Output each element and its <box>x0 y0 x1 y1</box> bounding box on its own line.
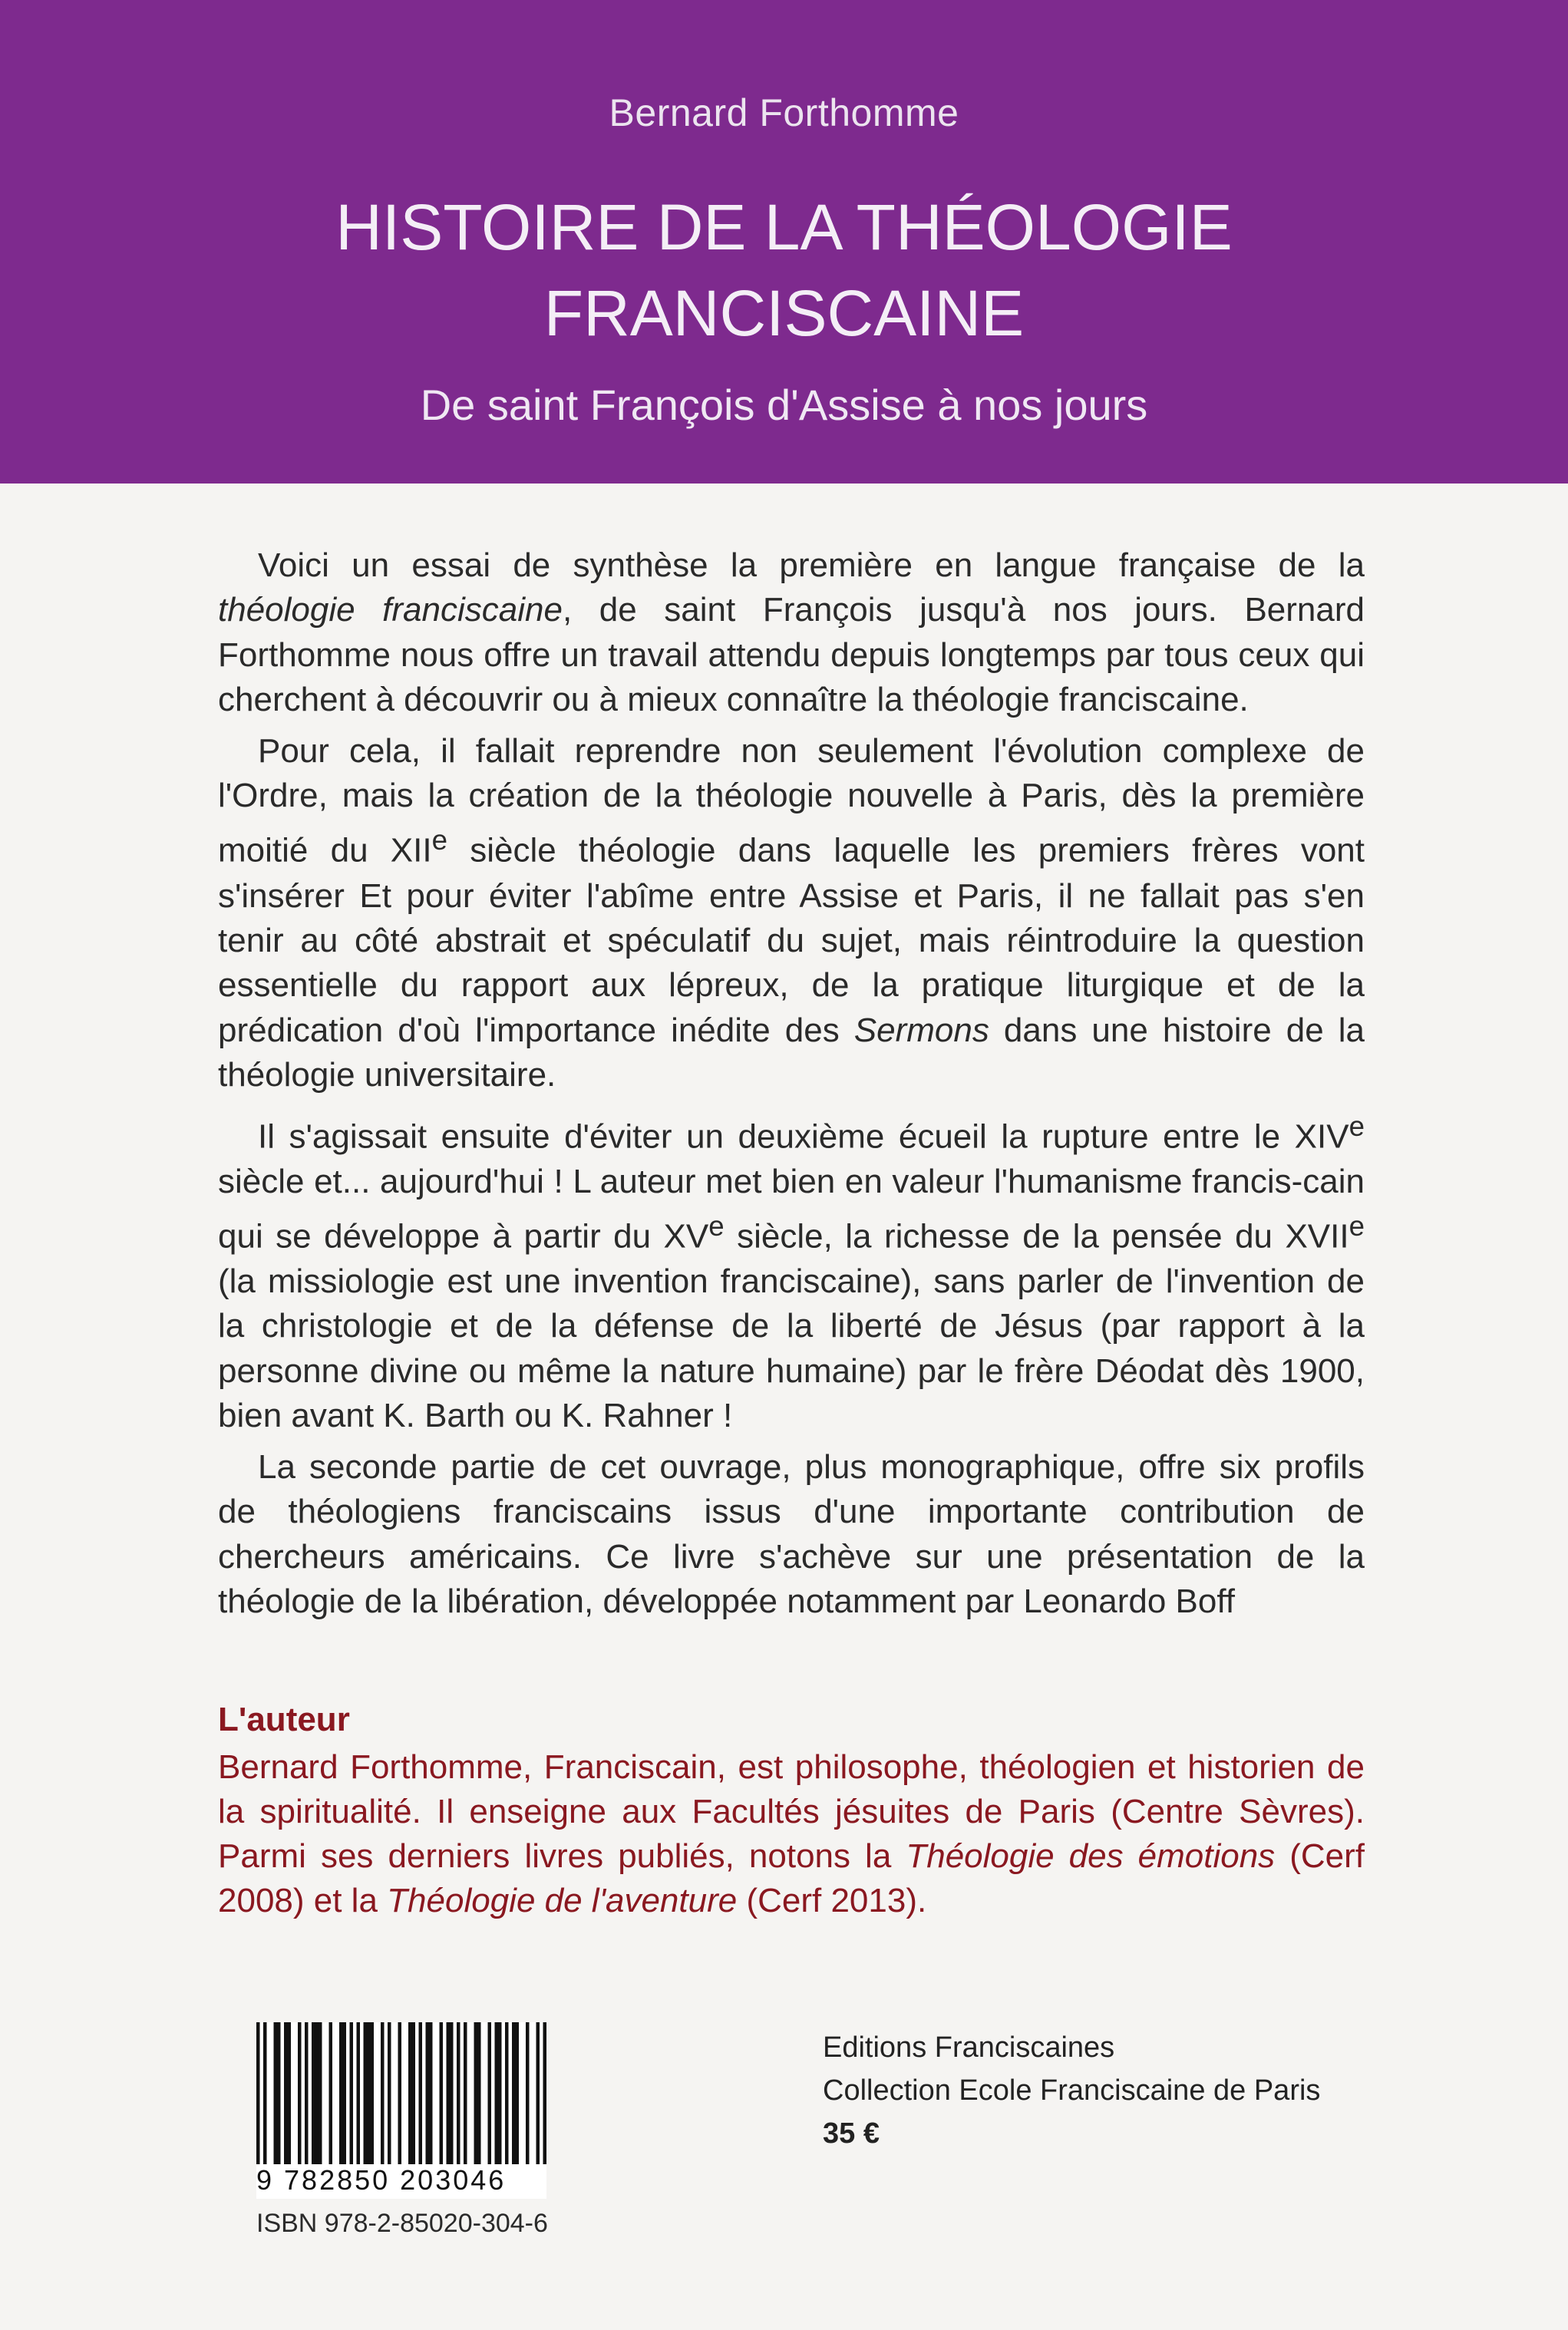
text-run: Pour cela, il fallait reprendre non seulement l'évolution complexe de l'Ordre, mais la création de la théologie nouvelle à Paris, dès la première moitié du XII <box>218 731 1365 870</box>
barcode-bar <box>505 2022 509 2164</box>
blurb-paragraph-3 <box>218 1104 1365 1439</box>
text-run: siècle et... aujourd'hui ! L auteur met bien en valeur l'humanisme francis-cain qui se développe à partir du XV <box>218 1162 1365 1256</box>
text-run: dans une histoire de la théologie universitaire. <box>218 1011 1365 1094</box>
barcode-digits: 9 782850 203046 <box>256 2164 507 2196</box>
publisher-info <box>823 2026 1320 2155</box>
barcode-bar <box>339 2022 343 2164</box>
text-run: (la missiologie est une invention franciscaine), sans parler de l'invention de la christologie et de la défense de la liberté de Jésus (par rapport à la personne divine ou même la nature humaine) par le frère Déodat dès 1900, bien avant K. Barth ou K. Rahner ! <box>218 1262 1365 1435</box>
barcode-bar <box>477 2022 481 2164</box>
superscript: e <box>1348 1210 1365 1242</box>
barcode-bar <box>412 2022 416 2164</box>
book-title-line-1: HISTOIRE DE LA THÉOLOGIE <box>335 191 1233 263</box>
barcode-bar <box>426 2022 430 2164</box>
barcode-bar <box>319 2022 322 2164</box>
barcode-bar <box>498 2022 502 2164</box>
book-subtitle: De saint François d'Assise à nos jours <box>420 381 1148 429</box>
text-run: Voici un essai de synthèse la première en langue française de la <box>258 546 1365 584</box>
barcode-bar <box>526 2022 530 2164</box>
barcode-bar <box>440 2022 444 2164</box>
barcode-bar <box>495 2022 499 2164</box>
publisher-name: Editions Franciscaines <box>823 2031 1115 2064</box>
italic-run: Théologie des émotions <box>906 1837 1276 1875</box>
text-run: (Cerf 2008) et la <box>218 1837 1365 1919</box>
book-title <box>0 184 1568 356</box>
barcode-bar <box>364 2022 368 2164</box>
barcode-bar <box>357 2022 361 2164</box>
barcode-bar <box>329 2022 333 2164</box>
superscript: e <box>708 1210 725 1242</box>
barcode-bar <box>474 2022 478 2164</box>
barcode-bar <box>277 2022 281 2164</box>
superscript: e <box>1348 1110 1365 1142</box>
italic-run: Théologie de l'aventure <box>387 1882 738 1919</box>
barcode-bar <box>450 2022 454 2164</box>
italic-run: Sermons <box>853 1011 989 1049</box>
barcode-bar <box>256 2022 260 2164</box>
barcode-bar <box>350 2022 354 2164</box>
barcode-bar <box>464 2022 467 2164</box>
barcode-bar <box>388 2022 391 2164</box>
blurb-paragraph-4: La seconde partie de cet ouvrage, plus monographique, offre six profils de théologiens franciscains issus d'une importante contribution de chercheurs américains. Ce livre s'achève sur une présentation de la théologie de la libération, développée notamment par Leonardo Boff <box>218 1447 1365 1620</box>
header-band <box>0 0 1568 483</box>
barcode-bar <box>288 2022 292 2164</box>
barcode-bar <box>305 2022 309 2164</box>
barcode-bar <box>543 2022 547 2164</box>
collection-name: Collection Ecole Franciscaine de Paris <box>823 2074 1321 2107</box>
barcode-bar <box>419 2022 423 2164</box>
barcode-bar <box>536 2022 540 2164</box>
text-run: , de saint François jusqu'à nos jours. Bernard Forthomme nous offre un travail attendu depuis longtemps par tous ceux qui cherchent à découvrir ou à mieux connaître la théologie franciscaine. <box>218 591 1365 719</box>
blurb <box>218 543 1365 1630</box>
author-name: Bernard Forthomme <box>609 91 959 134</box>
about-paragraph <box>218 1745 1365 1923</box>
barcode-bar <box>488 2022 492 2164</box>
barcode-bars <box>256 2022 546 2164</box>
text-run: siècle, la richesse de la pensée du XVII <box>724 1217 1349 1256</box>
isbn: ISBN 978-2-85020-304-6 <box>256 2209 548 2238</box>
text-run: siècle théologie dans laquelle les premiers frères vont s'insérer Et pour éviter l'abîme entre Assise et Paris, il ne fallait pas s'en tenir au côté abstrait et spéculatif du sujet, mais réintroduire la question essentielle du rapport aux lépreux, de la pratique liturgique et de la prédication d'où l'importance inédite des <box>218 832 1365 1049</box>
barcode-bar <box>408 2022 412 2164</box>
barcode-bar <box>343 2022 347 2164</box>
text-run: (Cerf 2013). <box>737 1882 927 1919</box>
barcode-bar <box>398 2022 402 2164</box>
price: 35 € <box>823 2117 880 2150</box>
barcode-bar <box>298 2022 302 2164</box>
barcode-bar <box>371 2022 375 2164</box>
barcode-bar <box>429 2022 433 2164</box>
barcode-bar <box>312 2022 315 2164</box>
text-run: Il s'agissait ensuite d'éviter un deuxième écueil la rupture entre le XIV <box>258 1117 1349 1156</box>
blurb-paragraph-1 <box>218 543 1365 723</box>
blurb-paragraph-2 <box>218 729 1365 1098</box>
barcode-bar <box>315 2022 319 2164</box>
barcode-bar <box>263 2022 267 2164</box>
barcode-bar <box>367 2022 371 2164</box>
italic-run: théologie franciscaine <box>218 591 563 629</box>
text-run: Bernard Forthomme, Franciscain, est philosophe, théologien et historien de la spiritualité. Il enseigne aux Facultés jésuites de Paris (Centre Sèvres). Parmi ses derniers livres publiés, notons la <box>218 1748 1365 1875</box>
barcode-bar <box>284 2022 288 2164</box>
barcode-bar <box>381 2022 385 2164</box>
about-heading: L'auteur <box>218 1701 350 1738</box>
barcode-bar <box>457 2022 460 2164</box>
about-author <box>218 1698 1365 1923</box>
barcode-bar <box>274 2022 278 2164</box>
barcode-bar <box>447 2022 451 2164</box>
book-title-line-2: FRANCISCAINE <box>543 277 1025 349</box>
superscript: e <box>431 824 447 856</box>
barcode-bar <box>516 2022 520 2164</box>
barcode-bar <box>512 2022 516 2164</box>
